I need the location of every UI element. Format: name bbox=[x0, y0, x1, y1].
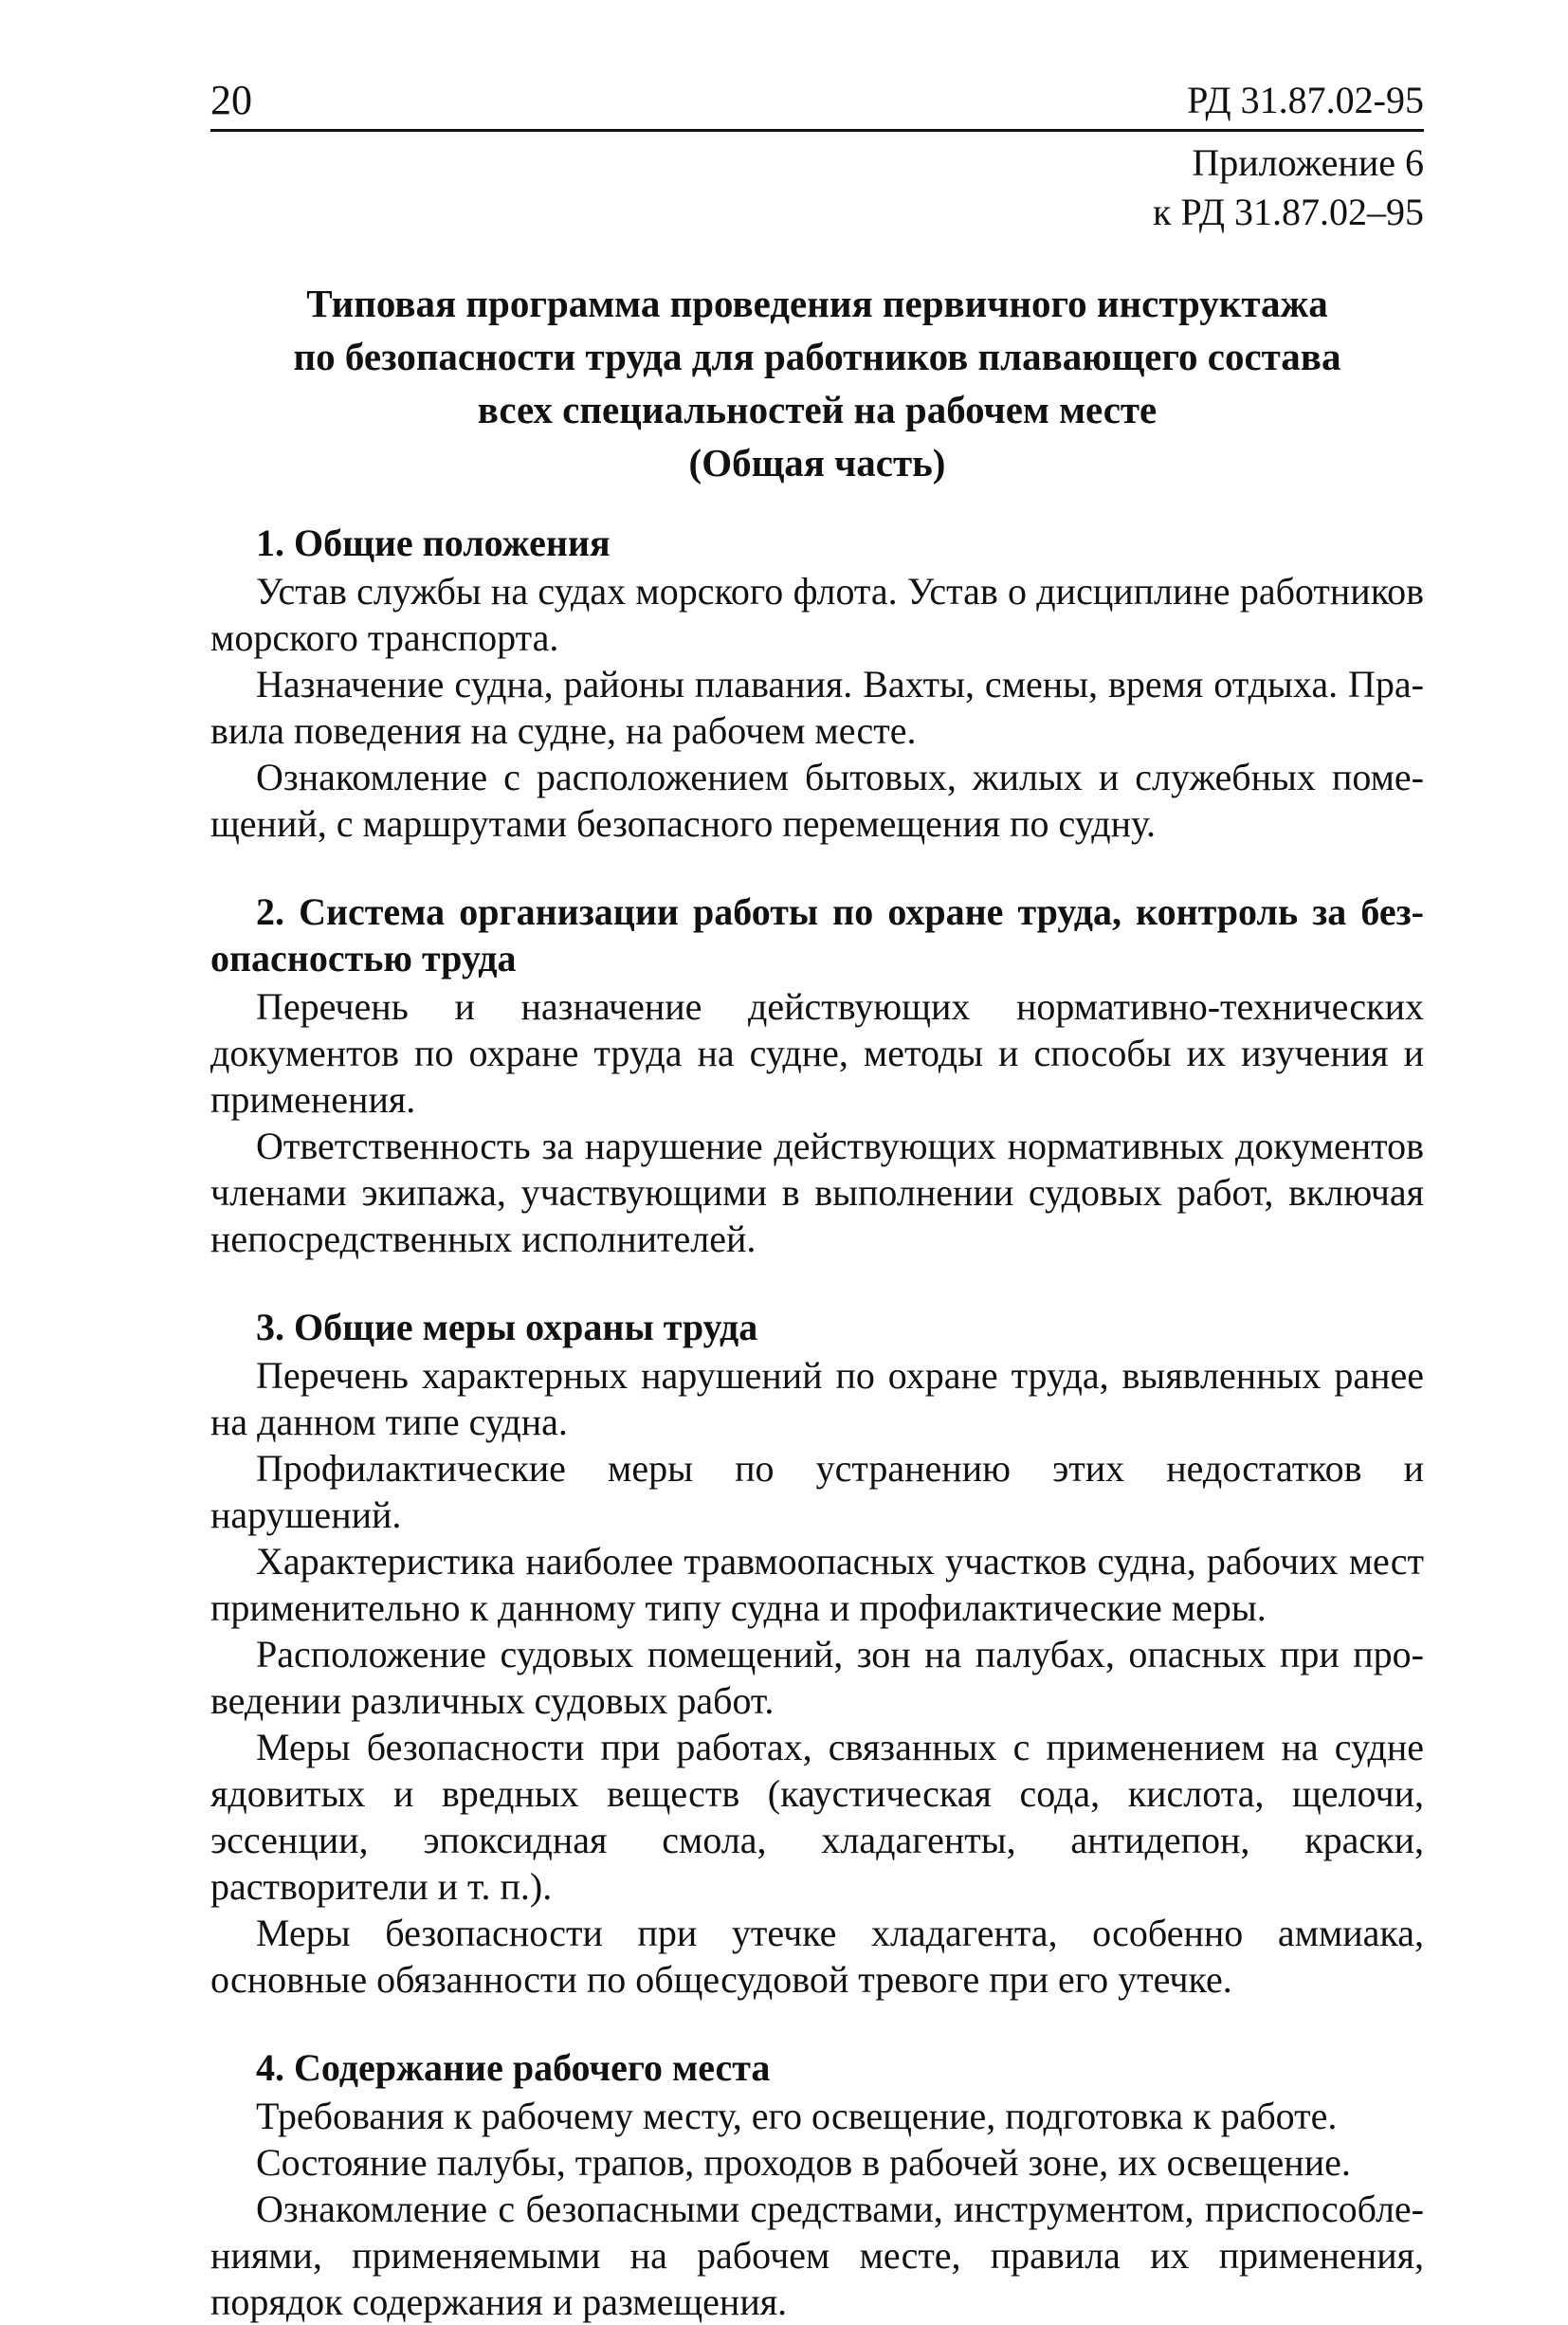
page-number: 20 bbox=[210, 77, 252, 123]
title-line: Типовая программа проведения первичного инструктажа bbox=[306, 282, 1328, 325]
appendix-reference bbox=[1153, 138, 1424, 237]
paragraph: Состояние палубы, трапов, проходов в рабочей зоне, их освещение. bbox=[256, 2141, 1351, 2184]
section-general-safety-measures bbox=[210, 1304, 1424, 2003]
paragraph: Требования к рабочему месту, его освещение, подготовка к работе. bbox=[256, 2095, 1338, 2137]
paragraph: Ответственность за нарушение действующих нормативных документов членами экипажа, участвующими в выполнении судовых работ, включая непосредственных исполнителей. bbox=[210, 1125, 1424, 1260]
paragraph: Перечень характерных нарушений по охране труда, выявленных ранее на данном типе судна. bbox=[210, 1354, 1424, 1443]
paragraph: Устав службы на судах морского флота. Устав о дисциплине работников морского транспорта. bbox=[210, 570, 1424, 659]
paragraph: Ознакомление с расположением бытовых, жилых и служебных помещений, с маршрутами безопасного перемещения по судну. bbox=[210, 756, 1424, 845]
paragraph: Перечень и назначение действующих нормативно-технических документов по охране труда на судне, методы и способы их изучения и применения. bbox=[210, 985, 1424, 1121]
running-header bbox=[210, 72, 1424, 132]
appendix-line: к РД 31.87.02–95 bbox=[1153, 191, 1424, 233]
document-code: РД 31.87.02-95 bbox=[1187, 79, 1424, 121]
section-heading: 3. Общие меры охраны труда bbox=[256, 1306, 758, 1348]
section-heading: 2. Система организации работы по охране труда, контроль за безопасностью труда bbox=[210, 890, 1424, 979]
title-line: всех специальностей на рабочем месте bbox=[477, 388, 1158, 431]
paragraph: Характеристика наиболее травмоопасных участков судна, рабочих мест применительно к данному типу судна и профилактические меры. bbox=[210, 1540, 1424, 1629]
paragraph: Профилактические меры по устранению этих недостатков и нарушений. bbox=[210, 1447, 1424, 1536]
paragraph: Меры безопасности при утечке хладагента, особенно аммиака, основные обязанности по общесудовой тревоге при его утечке. bbox=[210, 1912, 1424, 2001]
section-heading: 4. Содержание рабочего места bbox=[256, 2046, 771, 2089]
section-safety-organization bbox=[210, 888, 1424, 1262]
paragraph: Меры безопасности при работах, связанных с применением на судне ядовитых и вредных веществ (каустическая сода, кислота, щелочи, эссенции, эпоксидная смола, хладагенты, антидепон, краски, растворители и т. п.). bbox=[210, 1726, 1424, 1908]
section-general-provisions bbox=[210, 520, 1424, 847]
document-body bbox=[210, 520, 1424, 2325]
paragraph: Ознакомление с безопасными средствами, инструментом, приспособлениями, применяемыми на рабочем месте, правила их применения, порядок содержания и размещения. bbox=[210, 2188, 1424, 2323]
title-line: (Общая часть) bbox=[688, 441, 946, 485]
document-title bbox=[210, 277, 1424, 489]
paragraph: Назначение судна, районы плавания. Вахты, смены, время отдыха. Правила поведения на судне, на рабочем месте. bbox=[210, 663, 1424, 752]
section-workplace-maintenance bbox=[210, 2044, 1424, 2325]
appendix-line: Приложение 6 bbox=[1192, 141, 1424, 184]
paragraph: Расположение судовых помещений, зон на палубах, опасных при проведении различных судовых работ. bbox=[210, 1633, 1424, 1722]
title-line: по безопасности труда для работников плавающего состава bbox=[293, 335, 1341, 378]
section-heading: 1. Общие положения bbox=[256, 522, 611, 564]
